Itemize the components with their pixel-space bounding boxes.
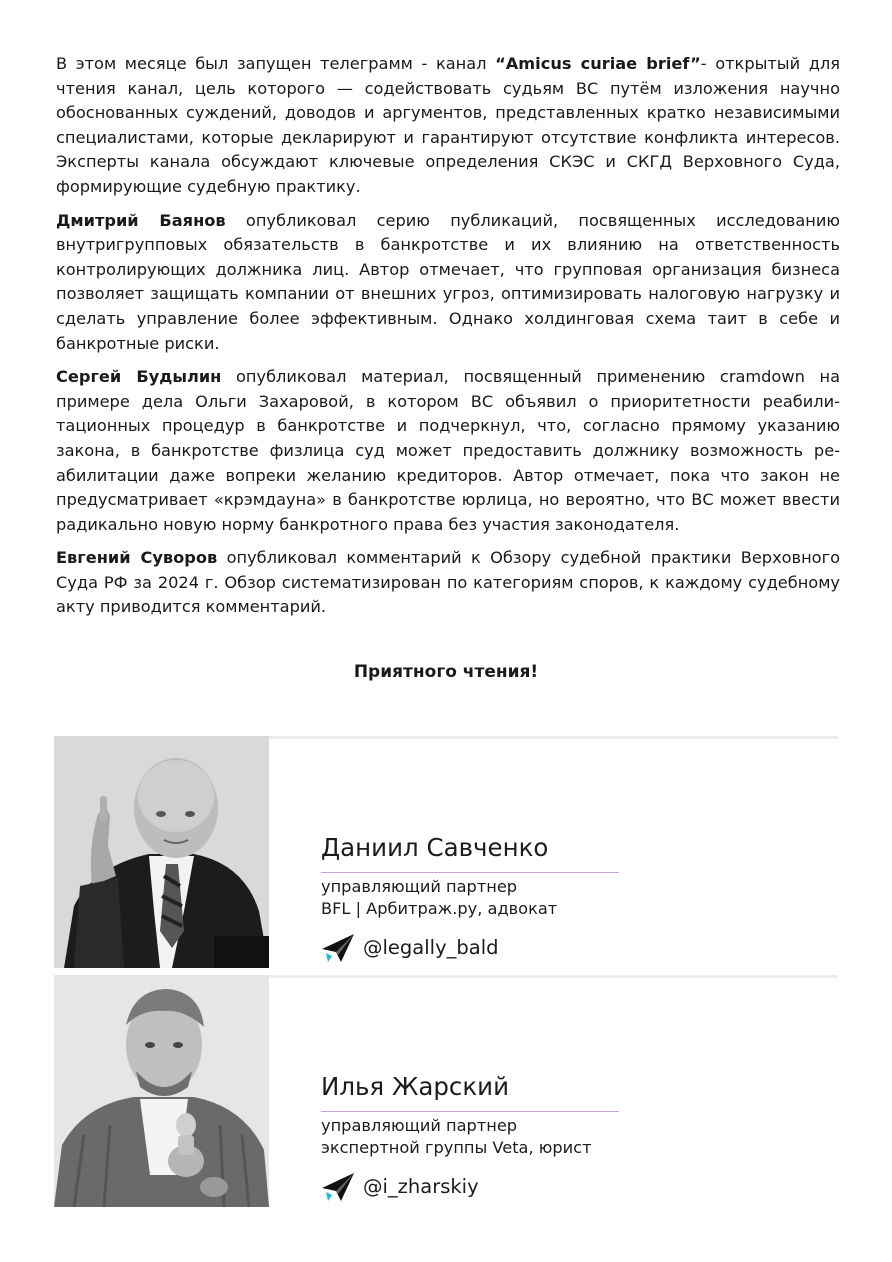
telegram-link[interactable] xyxy=(321,1171,479,1203)
person-name: Илья Жарский xyxy=(321,1072,510,1101)
person-info xyxy=(321,975,641,1207)
name-underline xyxy=(321,872,619,873)
paragraph-channel xyxy=(56,52,840,200)
paragraph-bayanov xyxy=(56,209,840,357)
telegram-handle: @i_zharskiy xyxy=(363,1175,479,1198)
person-role-line2: BFL | Арбитраж.ру, адвокат xyxy=(321,899,558,918)
name-underline xyxy=(321,1111,619,1112)
telegram-link[interactable] xyxy=(321,932,499,964)
paragraph-text: опубликовал материал, посвященный применению cramdown на примере дела Ольги Захаровой, в котором ВС объявил о приоритетности реабилитационных процедур в банкротстве и подчеркнул, что, согласно прямому указанию закона, в банкротстве физлица суд может предоставить должнику возможность реабилитации даже вопреки желанию кредиторов. Автор отмечает, пока что закон не предусматривает «крэмдауна» в банкротстве юрлица, но вероятно, что ВС может ввести радикально новую норму банкротного права без участия законодателя. xyxy=(56,367,840,534)
paragraph-text: опубликовал комментарий к Обзору судебной практики Верховного Суда РФ за 2024 г. Обзор систематизирован по категориям споров, к каждому судебному акту приводится комментарий. xyxy=(56,548,840,617)
paragraph-text: - открытый для чтения канал, цель которого — содействовать судьям ВС путём изложения научно обоснованных суждений, доводов и аргументов, представленных кратко независимыми специалистами, которые декларируют и гарантируют отсутствие конфликта интересов. Эксперты канала обсуждают ключевые определения СКЭС и СКГД Верховного Суда, формирующие судебную практику. xyxy=(56,54,841,196)
person-role-line2: экспертной группы Veta, юрист xyxy=(321,1138,592,1157)
person-card-savchenko xyxy=(54,736,838,968)
telegram-icon xyxy=(321,933,355,963)
telegram-handle: @legally_bald xyxy=(363,936,499,959)
paragraph-budylin xyxy=(56,365,840,537)
portrait-photo xyxy=(54,975,269,1207)
person-role-line1: управляющий партнер xyxy=(321,877,518,896)
paragraph-suvorov xyxy=(56,546,840,620)
portrait-photo xyxy=(54,736,269,968)
person-name: Даниил Савченко xyxy=(321,833,549,862)
closing-line: Приятного чтения! xyxy=(353,662,539,682)
author-name: Дмитрий Баянов xyxy=(56,210,226,230)
telegram-icon xyxy=(321,1172,355,1202)
paragraph-text: В этом месяце был запущен телеграмм - канал xyxy=(56,54,496,73)
paragraph-text: опубликовал серию публикаций, посвященных исследованию внутригрупповых обязательств в банкротстве и их влиянию на ответственность контролирующих должника лиц. Автор отмечает, что групповая организация бизнеса позволяет защищать компании от внешних угроз, оптимизировать налоговую нагрузку и сделать управление более эффективным. Однако холдинговая схема таит в себе и банкротные риски. xyxy=(56,210,840,353)
author-name: Евгений Суворов xyxy=(56,548,218,568)
author-name: Сергей Будылин xyxy=(56,367,222,387)
person-card-zharskiy xyxy=(54,975,838,1207)
channel-name: “Amicus curiae brief” xyxy=(495,54,701,73)
person-role-line1: управляющий партнер xyxy=(321,1116,518,1135)
intro-text xyxy=(56,52,840,629)
person-info xyxy=(321,736,641,968)
